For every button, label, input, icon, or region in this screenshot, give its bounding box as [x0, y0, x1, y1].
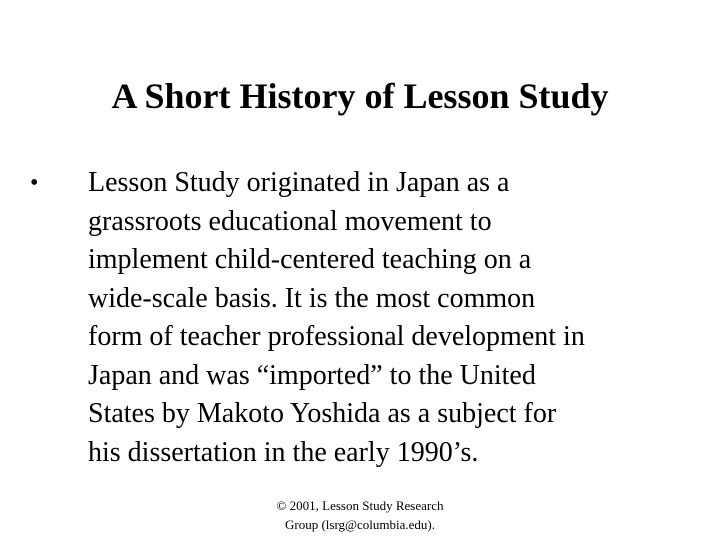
slide-title: A Short History of Lesson Study [111, 76, 609, 116]
bullet-line: States by Makoto Yoshida as a subject for [88, 398, 557, 429]
bullet-line: his dissertation in the early 1990’s. [88, 436, 479, 468]
copyright-line: © 2001, Lesson Study Research [276, 498, 444, 513]
bullet-line: wide-scale basis. It is the most common [88, 282, 536, 314]
bullet-line: Japan and was “imported” to the United [88, 359, 536, 391]
bullet-icon: • [30, 170, 39, 196]
bullet-line: grassroots educational movement to [88, 205, 492, 237]
bullet-line: Lesson Study originated in Japan as a [88, 167, 510, 198]
copyright-footer [200, 496, 520, 534]
contact-line: Group (lsrg@columbia.edu). [284, 517, 435, 532]
bullet-text [88, 164, 698, 472]
bullet-line: implement child-centered teaching on a [88, 244, 532, 275]
bullet-line: form of teacher professional development in [88, 321, 585, 352]
